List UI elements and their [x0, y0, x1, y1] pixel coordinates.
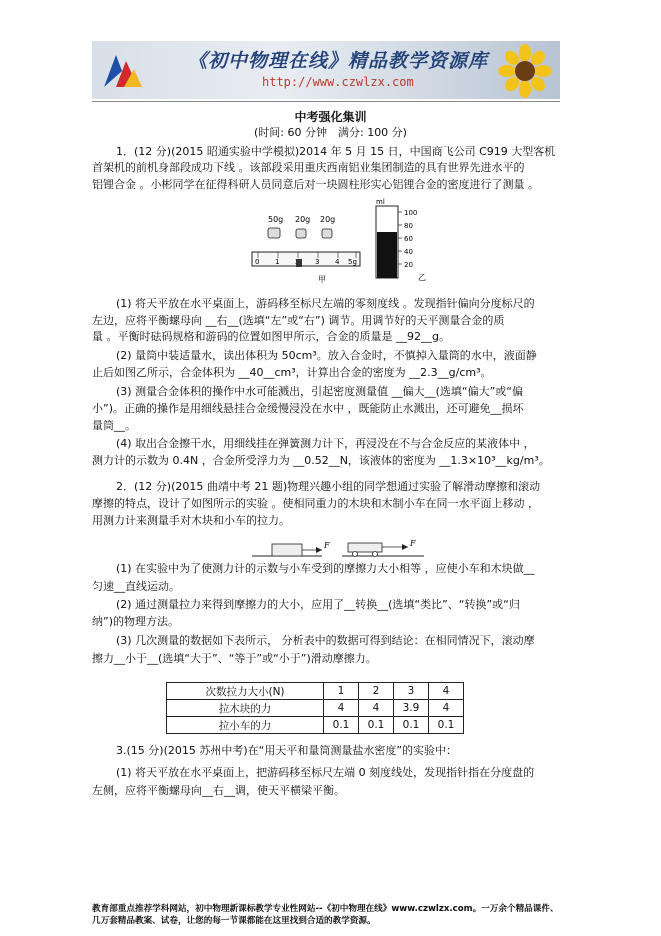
cylinder-unit: ml: [376, 198, 385, 206]
header-banner: [92, 41, 560, 99]
footer-line: 几万套精品教案、试卷，让您的每一节课都能在这里找到合适的教学资源。: [92, 916, 376, 926]
footer-note: [92, 903, 559, 927]
scale-tick-label: 3: [315, 258, 320, 266]
weight-label: 50g: [268, 215, 284, 224]
table-header-cell: 次数拉力大小(N): [167, 683, 324, 700]
scale-tick-label: 1: [275, 258, 280, 266]
banner-url[interactable]: http://www.czwlzx.com: [262, 75, 414, 89]
figure-label-yi: 乙: [418, 273, 426, 282]
table-cell: 0.1: [394, 717, 429, 734]
cylinder-tick: 80: [404, 222, 413, 230]
q3-intro: 3.(15 分)(2015 苏州中考)在“用天平和量筒测量盐水密度”的实验中：: [116, 744, 458, 757]
q1-part-line: 量 。平衡时砝码规格和游码的位置如图甲所示，合金的质量是 __92__g。: [92, 330, 450, 343]
banner-title: 《初中物理在线》精品教学资源库: [188, 50, 489, 72]
measuring-cylinder-figure: [366, 194, 432, 282]
cylinder-tick: 100: [404, 209, 418, 217]
q1-part-line: 测力计的示数为 0.4N ，合金所受浮力为 __0.52__N，该液体的密度为 __1.3×10³__kg/m³。: [92, 454, 550, 467]
q2-stem-line: 摩擦的特点，设计了如图所示的实验 。使相同重力的木块和木制小车在同一水平面上移动 ，: [92, 497, 539, 510]
q1-part-line: 止后如图乙所示，合金体积为 __40__cm³，计算出合金的密度为 __2.3__g/cm³。: [92, 366, 492, 379]
table-header-row: [167, 683, 464, 700]
q3-part-line: 左侧，应将平衡螺母向__右__调，使天平横梁平衡。: [92, 784, 345, 797]
q1-part-line: 量筒__。: [92, 419, 136, 432]
q1-part-line: (3) 测量合金体积的操作中水可能溅出，引起密度测量值 __偏大__(选填“偏大”或“偏: [116, 385, 523, 398]
scale-tick-label: 0: [255, 258, 260, 266]
q1-stem-line: 1．(12 分)(2015 昭通实验中学模拟)2014 年 5 月 15 日，中国商飞公司 C919 大型客机: [116, 145, 556, 158]
q1-part-line: (1) 将天平放在水平桌面上，游码移至标尺左端的零刻度线 。发现指针偏向分度标尺的: [116, 297, 535, 310]
table-cell: 3.9: [394, 700, 429, 717]
rider: [296, 259, 302, 267]
q1-part-line: (2) 量筒中装适量水，读出体积为 50cm³。放入合金时，不慎掉入量筒的水中，液面静: [116, 349, 537, 362]
scale-tick-label: 4: [335, 258, 340, 266]
block-and-cart-figure: [252, 534, 424, 560]
weight-label: 20g: [320, 215, 336, 224]
header-rule: [92, 101, 560, 102]
figure-label-jia: 甲: [318, 275, 326, 284]
table-cell: 0.1: [359, 717, 394, 734]
force-label: F: [410, 539, 416, 548]
page-title: 中考强化集训: [294, 110, 367, 124]
table-row: [167, 700, 464, 717]
table-header-cell: 1: [324, 683, 359, 700]
q2-part-line: 匀速__直线运动。: [92, 580, 180, 593]
table-cell: 0.1: [324, 717, 359, 734]
table-cell: 拉小车的力: [167, 717, 324, 734]
table-cell: 0.1: [429, 717, 464, 734]
footer-line: 教育部重点推荐学科网站，初中物理新课标教学专业性网站--《初中物理在线》www.czwlzx.com。一万余个精品课件、: [92, 904, 559, 914]
friction-data-table: [166, 682, 464, 734]
q2-part-line: (2) 通过测量拉力来得到摩擦力的大小，应用了__转换__(选填“类比”、“转换”或“归: [116, 598, 520, 611]
page-subtitle: (时间: 60 分钟 满分: 100 分): [254, 126, 407, 139]
cylinder-tick: 40: [404, 248, 413, 256]
force-label: F: [324, 541, 330, 550]
site-logo-icon: [98, 47, 144, 93]
scale-tick-label: 5g: [348, 258, 357, 266]
cylinder-tick: 20: [404, 261, 413, 269]
q2-part-line: (1) 在实验中为了使测力计的示数与小车受到的摩擦力大小相等 ，应使小车和木块做__: [116, 562, 535, 575]
q1-stem-line: 首架机的前机身部段成功下线 。该部段采用重庆西南铝业集团制造的具有世界先进水平的: [92, 161, 525, 174]
q1-part-line: 左边，应将平衡螺母向 __右__(选填“左”或“右”) 调节。用调节好的天平测量合金的质: [92, 314, 505, 327]
table-header-cell: 4: [429, 683, 464, 700]
q1-part-line: (4) 取出合金擦干水，用细线挂在弹簧测力计下，再浸没在不与合金反应的某液体中 ，: [116, 437, 535, 450]
q2-stem-line: 用测力计来测量手对木块和小车的拉力。: [92, 514, 290, 527]
q2-part-line: 擦力__小于__(选填“大于”、“等于”或“小于”)滑动摩擦力。: [92, 652, 377, 665]
table-header-cell: 2: [359, 683, 394, 700]
table-cell: 4: [324, 700, 359, 717]
q1-part-line: 小”)。正确的操作是用细线悬挂合金缓慢浸没在水中 ，既能防止水溅出，还可避免__损坏: [92, 402, 524, 415]
cylinder-tick: 60: [404, 235, 413, 243]
q2-part-line: (3) 几次测量的数据如下表所示， 分析表中的数据可得到结论：在相同情况下，滚动摩: [116, 634, 535, 647]
sunflower-icon: [494, 43, 556, 99]
table-cell: 拉木块的力: [167, 700, 324, 717]
table-row: [167, 717, 464, 734]
table-cell: 4: [359, 700, 394, 717]
q1-stem-line: 铝锂合金 。小彬同学在征得科研人员同意后对一块圆柱形实心铝锂合金的密度进行了测量 。: [92, 178, 539, 191]
weight-label: 20g: [295, 215, 311, 224]
table-header-cell: 3: [394, 683, 429, 700]
q2-part-line: 纳”)的物理方法。: [92, 615, 179, 628]
q3-part-line: (1) 将天平放在水平桌面上，把游码移至标尺左端 0 刻度线处，发现指针指在分度盘的: [116, 766, 535, 779]
table-cell: 4: [429, 700, 464, 717]
q2-stem-line: 2．(12 分)(2015 曲靖中考 21 题)物理兴趣小组的同学想通过实验了解滑动摩擦和滚动: [116, 480, 541, 493]
